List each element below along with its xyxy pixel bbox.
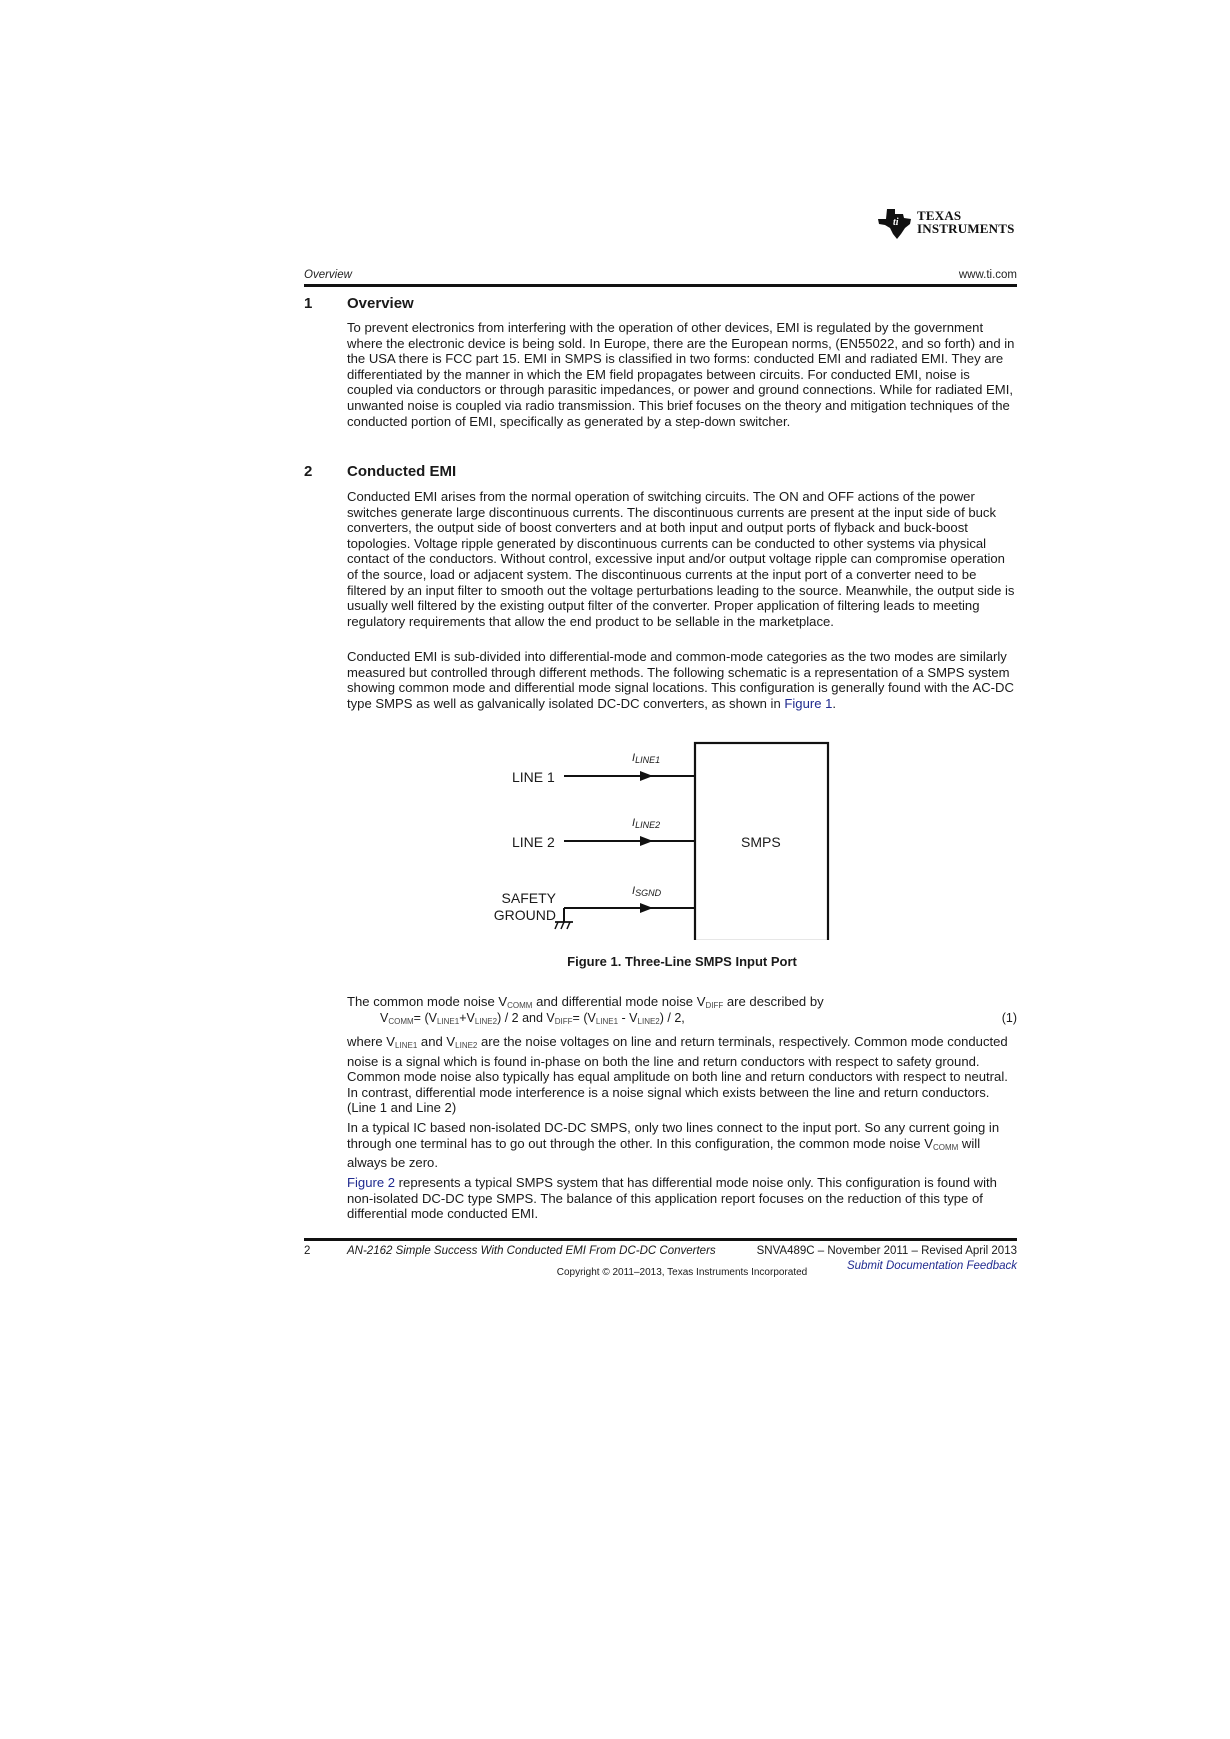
label-i-sgnd bbox=[632, 885, 661, 898]
figure-1-diagram bbox=[480, 740, 840, 940]
current-subscript: LINE1 bbox=[635, 755, 661, 765]
footer-doc-number: SNVA489C – November 2011 – Revised April 2013 bbox=[756, 1245, 1017, 1257]
eq-v: V bbox=[587, 1011, 596, 1025]
eq-op: ) / 2, bbox=[659, 1011, 685, 1025]
logo-text-instruments: INSTRUMENTS bbox=[917, 221, 1015, 236]
eq-v: V bbox=[629, 1011, 638, 1025]
section-1-number: 1 bbox=[304, 295, 313, 312]
current-symbol: I bbox=[632, 752, 636, 764]
current-symbol: I bbox=[632, 885, 636, 897]
subscript: DIFF bbox=[705, 1001, 724, 1010]
ti-logo bbox=[877, 206, 1017, 244]
eq-v: V bbox=[546, 1011, 555, 1025]
section-2-title: Conducted EMI bbox=[347, 463, 457, 480]
text: are the noise voltages on line and return terminals, respectively. Common mode conducted noise is a signal which is found in-phase on both the line and return conductors with respect to safety ground. Common mode noise also typically has equal amplitude on both line and return conductors with respect to neutral. In contrast, differential mode interference is a noise signal which exists between the line and return conductors. (Line 1 and Line 2) bbox=[347, 1034, 1008, 1116]
eq-sub: COMM bbox=[388, 1017, 414, 1026]
text: and V bbox=[417, 1034, 456, 1049]
eq-op: ) / 2 and bbox=[497, 1011, 547, 1025]
page-number: 2 bbox=[304, 1245, 311, 1257]
figure-1-link[interactable]: Figure 1 bbox=[784, 695, 833, 711]
noise-typical bbox=[347, 1120, 1017, 1171]
subscript: COMM bbox=[932, 1142, 959, 1152]
footer-doc-title: AN-2162 Simple Success With Conducted EMI From DC-DC Converters bbox=[347, 1245, 716, 1257]
paragraph bbox=[347, 649, 1017, 711]
paragraph: Conducted EMI arises from the normal operation of switching circuits. The ON and OFF actions of the power switches generate large discontinuous currents. The discontinuous currents are present at the input side of buck converters, the output side of boost converters and at both input and output ports of flyback and buck-boost topologies. Voltage ripple generated by discontinuous currents can be conducted to other systems via physical contact of the conductors. Without control, excessive input and/or output voltage ripple can compromise operation of the source, load or adjacent system. The discontinuous currents at the input port of a converter need to be filtered by an input filter to smooth out the voltage perturbations leading to the source. Meanwhile, the output side is usually well filtered by the existing output filter of the converter. Proper application of filtering leads to meeting regulatory requirements that allow the end product to be sellable in the marketplace. bbox=[347, 489, 1015, 629]
section-2-body-2 bbox=[347, 649, 1017, 711]
section-1-body bbox=[347, 320, 1017, 429]
equation-number: (1) bbox=[1001, 1011, 1017, 1025]
arrow-line1-icon bbox=[640, 771, 653, 781]
header-rule bbox=[304, 284, 1017, 287]
subscript: COMM bbox=[507, 1001, 533, 1010]
subscript: LINE1 bbox=[395, 1041, 418, 1050]
label-ground: GROUND bbox=[493, 907, 556, 923]
figure-1-caption: Figure 1. Three-Line SMPS Input Port bbox=[567, 954, 797, 969]
label-i-line1 bbox=[632, 752, 660, 765]
eq-v: V bbox=[380, 1011, 389, 1025]
footer-rule bbox=[304, 1238, 1017, 1241]
eq-op: = ( bbox=[413, 1011, 429, 1025]
svg-text:ti: ti bbox=[893, 217, 899, 228]
current-subscript: SGND bbox=[635, 888, 662, 898]
section-2-number: 2 bbox=[304, 463, 313, 480]
current-subscript: LINE2 bbox=[635, 820, 661, 830]
ti-logo-text bbox=[917, 209, 1015, 235]
text: In a typical IC based non-isolated DC-DC SMPS, only two lines connect to the input port. So any current going in through one terminal has to go out through the other. In this configuration, the common mode noise V bbox=[347, 1120, 1000, 1151]
eq-op: = ( bbox=[572, 1011, 588, 1025]
label-line1: LINE 1 bbox=[512, 769, 555, 785]
eq-op: - bbox=[618, 1011, 630, 1025]
arrow-sgnd-icon bbox=[640, 903, 653, 913]
noise-figure2 bbox=[347, 1175, 1017, 1222]
label-smps: SMPS bbox=[741, 834, 781, 850]
eq-sub: LINE1 bbox=[436, 1017, 460, 1026]
eq-v: V bbox=[466, 1011, 475, 1025]
eq-v: V bbox=[428, 1011, 437, 1025]
text: The common mode noise V bbox=[347, 994, 508, 1009]
subscript: LINE2 bbox=[455, 1041, 478, 1050]
figure-2-link[interactable]: Figure 2 bbox=[347, 1175, 396, 1190]
running-header-section: Overview bbox=[304, 269, 352, 281]
noise-where bbox=[347, 1034, 1017, 1116]
text: where V bbox=[347, 1034, 396, 1049]
eq-sub: DIFF bbox=[554, 1017, 573, 1026]
paragraph: To prevent electronics from interfering with the operation of other devices, EMI is regulated by the government where the electronic device is being sold. In Europe, there are the European norms, (EN55022, and so forth) and in the USA there is FCC part 15. EMI in SMPS is classified in two forms: conducted EMI and radiated EMI. They are differentiated by the manner in which the EM field propagates between circuits. For conducted EMI, noise is coupled via conductors or through parasitic impedances, or power and ground connections. While for radiated EMI, unwanted noise is coupled via radio transmission. This brief focuses on the theory and mitigation techniques of the conducted portion of EMI, specifically as generated by a step-down switcher. bbox=[347, 320, 1015, 429]
ground-symbol-icon bbox=[555, 922, 573, 929]
eq-sub: LINE2 bbox=[637, 1017, 660, 1026]
period: . bbox=[832, 695, 837, 711]
logo-text-texas: TEXAS bbox=[917, 208, 962, 223]
arrow-line2-icon bbox=[640, 836, 653, 846]
eq-sub: LINE1 bbox=[595, 1017, 619, 1026]
label-safety: SAFETY bbox=[501, 890, 556, 906]
paragraph-text: Conducted EMI is sub-divided into differential-mode and common-mode categories as the two modes are similarly measured but controlled through different methods. The following schematic is a representation of a SMPS system showing common mode and differential mode signal locations. This configuration is generally found with the AC-DC type SMPS as well as galvanically isolated DC-DC converters, as shown in bbox=[347, 649, 1014, 711]
submit-feedback-link[interactable]: Submit Documentation Feedback bbox=[846, 1260, 1017, 1272]
current-symbol: I bbox=[632, 817, 636, 829]
ti-state-logo-icon bbox=[877, 208, 913, 240]
footer-copyright: Copyright © 2011–2013, Texas Instruments Incorporated bbox=[556, 1267, 808, 1278]
eq-sub: LINE2 bbox=[474, 1017, 498, 1026]
text: and differential mode noise V bbox=[532, 994, 706, 1009]
text: represents a typical SMPS system that has differential mode noise only. This configuration is found with non-isolated DC-DC type SMPS. The balance of this application report focuses on the reduction of this type of differential mode conducted EMI. bbox=[347, 1175, 997, 1222]
running-header-site[interactable]: www.ti.com bbox=[958, 269, 1017, 281]
text: are described by bbox=[723, 994, 824, 1009]
section-1-title: Overview bbox=[347, 295, 414, 312]
section-2-body bbox=[347, 489, 1017, 629]
label-i-line2 bbox=[632, 817, 660, 830]
equation-1 bbox=[380, 1011, 1017, 1029]
text: will always be zero. bbox=[347, 1135, 981, 1171]
eq-op: + bbox=[459, 1011, 467, 1025]
label-line2: LINE 2 bbox=[512, 834, 555, 850]
